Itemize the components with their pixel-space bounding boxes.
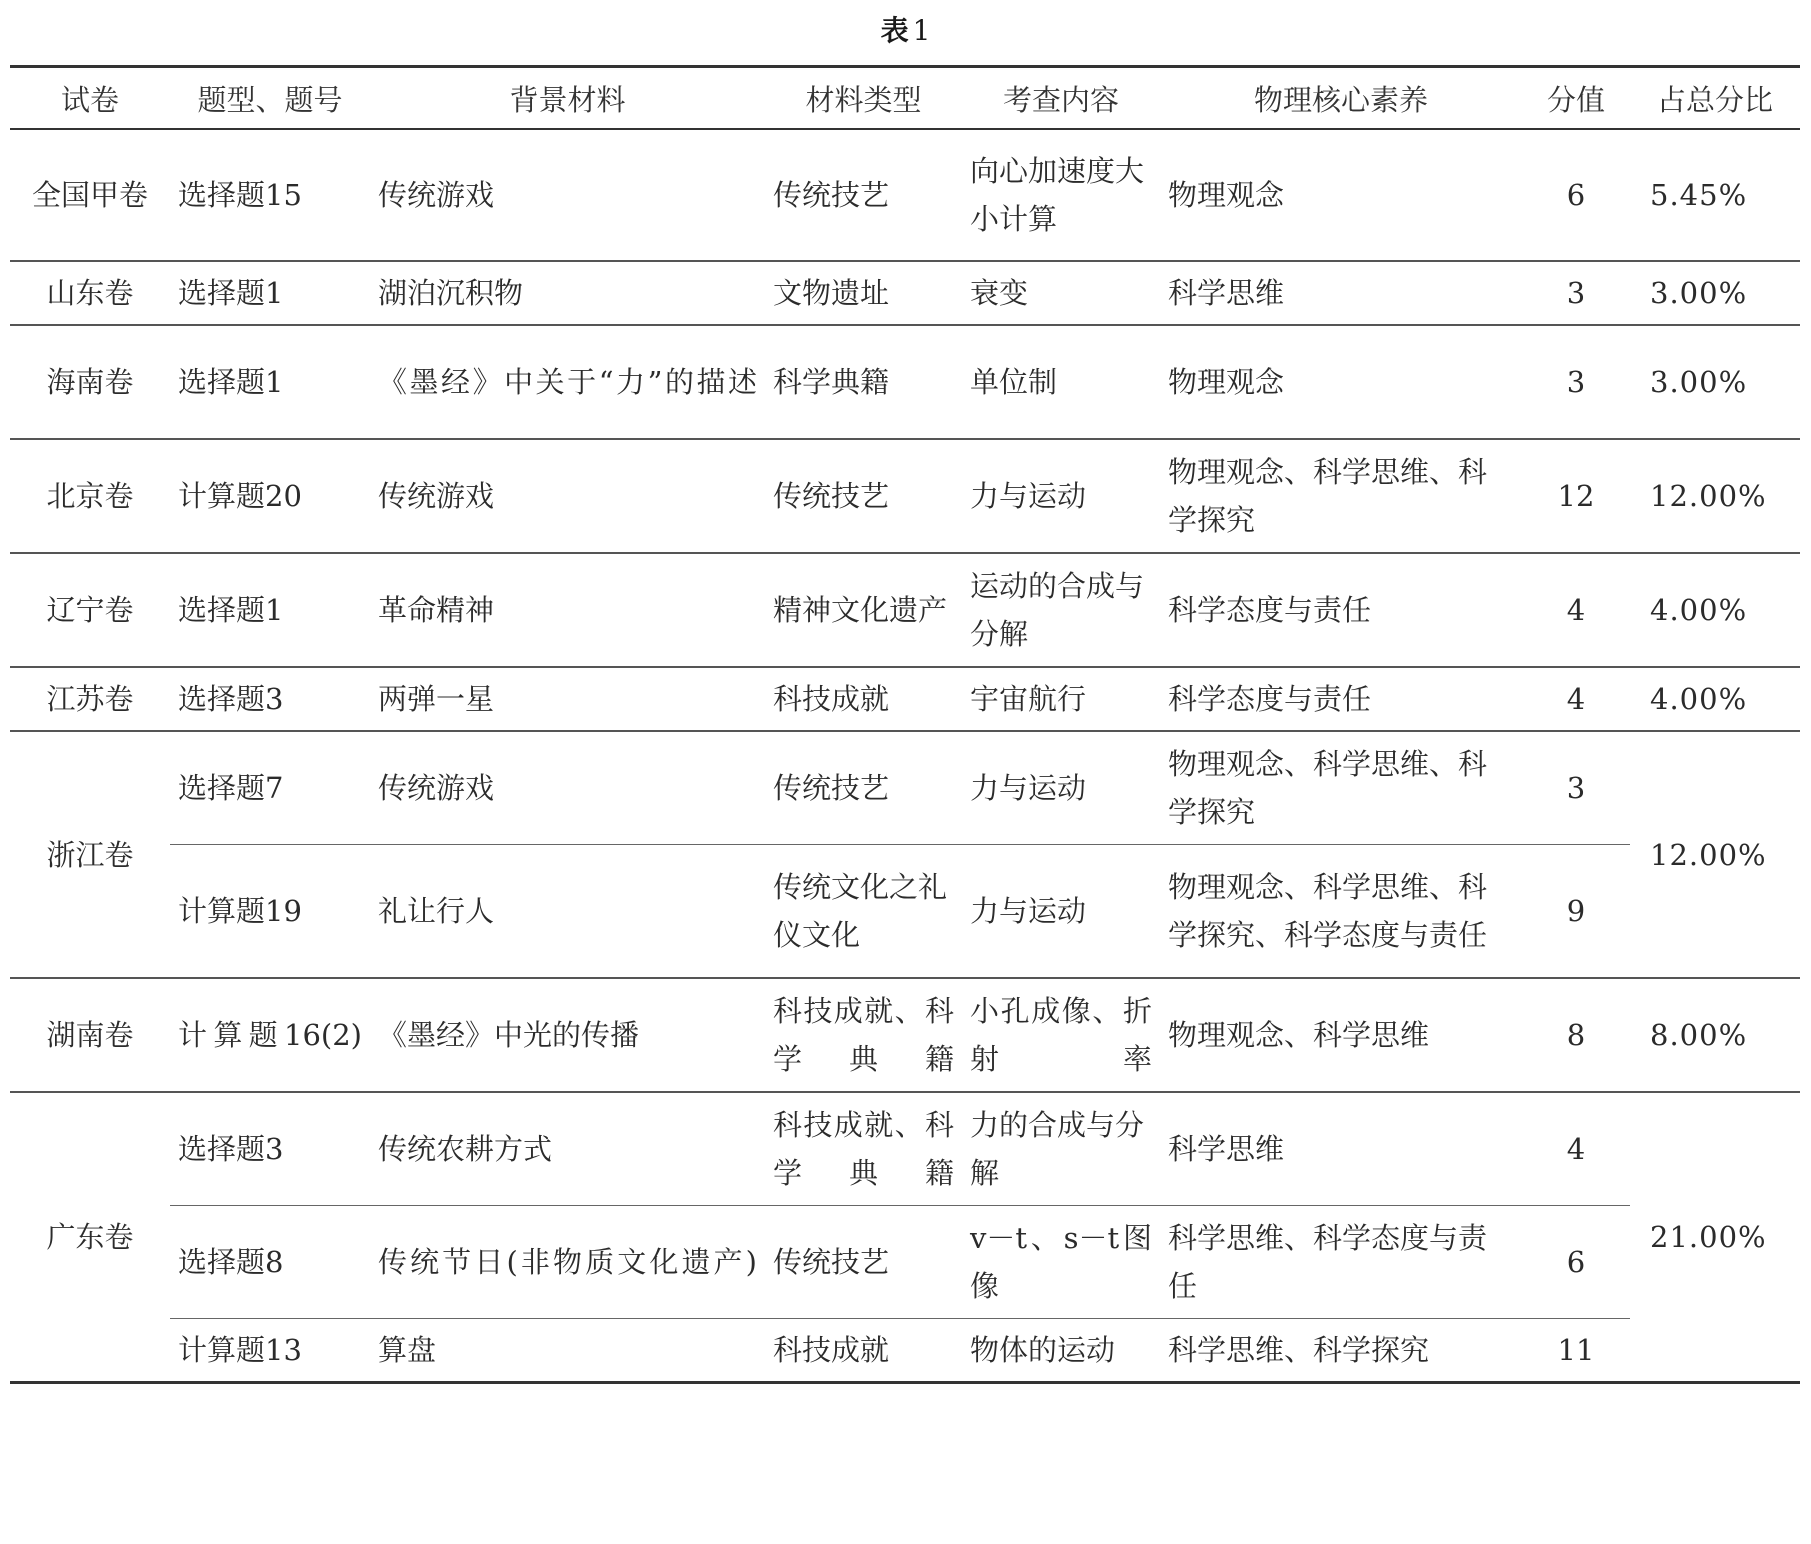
cell-content: 力与运动 — [962, 731, 1160, 845]
cell-literacy: 物理观念 — [1160, 325, 1522, 439]
cell-question: 选择题8 — [170, 1206, 370, 1319]
cell-literacy: 科学态度与责任 — [1160, 667, 1522, 731]
cell-literacy: 科学思维 — [1160, 261, 1522, 325]
table-row — [10, 325, 1800, 439]
table-row — [10, 731, 1800, 845]
cell-type: 科技成就、科学典籍 — [765, 1092, 962, 1206]
cell-literacy: 科学思维 — [1160, 1092, 1522, 1206]
cell-background: 传统节日(非物质文化遗产) — [370, 1206, 765, 1319]
cell-score: 6 — [1522, 129, 1630, 261]
header-ratio: 占总分比 — [1630, 67, 1800, 130]
table-row — [10, 553, 1800, 667]
cell-ratio: 21.00% — [1630, 1092, 1800, 1383]
cell-question: 计算题20 — [170, 439, 370, 553]
cell-type: 科技成就 — [765, 667, 962, 731]
cell-score: 4 — [1522, 1092, 1630, 1206]
cell-ratio: 12.00% — [1630, 731, 1800, 978]
cell-paper: 北京卷 — [10, 439, 170, 553]
cell-paper: 湖南卷 — [10, 978, 170, 1092]
cell-literacy: 物理观念、科学思维、科学探究 — [1160, 439, 1522, 553]
cell-literacy: 物理观念 — [1160, 129, 1522, 261]
cell-score: 3 — [1522, 261, 1630, 325]
cell-content: 向心加速度大小计算 — [962, 129, 1160, 261]
cell-score: 4 — [1522, 667, 1630, 731]
cell-content: v－t、s－t图像 — [962, 1206, 1160, 1319]
header-literacy: 物理核心素养 — [1160, 67, 1522, 130]
cell-score: 3 — [1522, 731, 1630, 845]
cell-background: 传统游戏 — [370, 731, 765, 845]
cell-score: 3 — [1522, 325, 1630, 439]
cell-question: 选择题15 — [170, 129, 370, 261]
cell-paper: 全国甲卷 — [10, 129, 170, 261]
cell-literacy: 科学思维、科学探究 — [1160, 1319, 1522, 1383]
cell-paper: 江苏卷 — [10, 667, 170, 731]
cell-background: 《墨经》中关于“力”的描述 — [370, 325, 765, 439]
exam-table — [10, 65, 1800, 1384]
cell-question: 选择题1 — [170, 261, 370, 325]
header-score: 分值 — [1522, 67, 1630, 130]
cell-paper: 广东卷 — [10, 1092, 170, 1383]
cell-content: 运动的合成与分解 — [962, 553, 1160, 667]
table-row — [10, 667, 1800, 731]
cell-content: 物体的运动 — [962, 1319, 1160, 1383]
table-row — [10, 129, 1800, 261]
cell-literacy: 科学思维、科学态度与责任 — [1160, 1206, 1522, 1319]
cell-type: 传统技艺 — [765, 439, 962, 553]
cell-score: 11 — [1522, 1319, 1630, 1383]
cell-type: 传统文化之礼仪文化 — [765, 845, 962, 979]
cell-question: 计算题16(2) — [170, 978, 370, 1092]
cell-literacy: 物理观念、科学思维 — [1160, 978, 1522, 1092]
table-row — [10, 1092, 1800, 1206]
cell-content: 衰变 — [962, 261, 1160, 325]
cell-question: 选择题3 — [170, 667, 370, 731]
cell-content: 力与运动 — [962, 845, 1160, 979]
table-row — [10, 261, 1800, 325]
cell-score: 8 — [1522, 978, 1630, 1092]
cell-background: 革命精神 — [370, 553, 765, 667]
table-row — [10, 439, 1800, 553]
cell-type: 科技成就、科学典籍 — [765, 978, 962, 1092]
cell-score: 4 — [1522, 553, 1630, 667]
cell-question: 选择题1 — [170, 553, 370, 667]
cell-ratio: 4.00% — [1630, 553, 1800, 667]
cell-content: 小孔成像、折射率 — [962, 978, 1160, 1092]
cell-paper: 山东卷 — [10, 261, 170, 325]
caption-number: 1 — [912, 14, 931, 47]
cell-question: 计算题19 — [170, 845, 370, 979]
header-content: 考查内容 — [962, 67, 1160, 130]
cell-type: 文物遗址 — [765, 261, 962, 325]
cell-background: 传统农耕方式 — [370, 1092, 765, 1206]
table-row — [10, 1206, 1800, 1319]
cell-content: 宇宙航行 — [962, 667, 1160, 731]
cell-ratio: 3.00% — [1630, 325, 1800, 439]
cell-score: 6 — [1522, 1206, 1630, 1319]
cell-ratio: 8.00% — [1630, 978, 1800, 1092]
cell-background: 《墨经》中光的传播 — [370, 978, 765, 1092]
header-question: 题型、题号 — [170, 67, 370, 130]
cell-background: 礼让行人 — [370, 845, 765, 979]
cell-background: 算盘 — [370, 1319, 765, 1383]
table-row — [10, 1319, 1800, 1383]
table-row — [10, 978, 1800, 1092]
header-type: 材料类型 — [765, 67, 962, 130]
cell-ratio: 12.00% — [1630, 439, 1800, 553]
cell-question: 选择题7 — [170, 731, 370, 845]
cell-type: 传统技艺 — [765, 129, 962, 261]
table-caption — [0, 12, 1811, 50]
cell-type: 精神文化遗产 — [765, 553, 962, 667]
table-row — [10, 845, 1800, 979]
header-background: 背景材料 — [370, 67, 765, 130]
cell-background: 两弹一星 — [370, 667, 765, 731]
cell-question: 选择题1 — [170, 325, 370, 439]
header-paper: 试卷 — [10, 67, 170, 130]
cell-background: 湖泊沉积物 — [370, 261, 765, 325]
cell-literacy: 科学态度与责任 — [1160, 553, 1522, 667]
cell-question: 选择题3 — [170, 1092, 370, 1206]
cell-ratio: 4.00% — [1630, 667, 1800, 731]
cell-content: 力的合成与分解 — [962, 1092, 1160, 1206]
cell-literacy: 物理观念、科学思维、科学探究 — [1160, 731, 1522, 845]
header-row — [10, 67, 1800, 130]
cell-background: 传统游戏 — [370, 439, 765, 553]
cell-score: 9 — [1522, 845, 1630, 979]
cell-paper: 辽宁卷 — [10, 553, 170, 667]
cell-score: 12 — [1522, 439, 1630, 553]
cell-ratio: 5.45% — [1630, 129, 1800, 261]
caption-label: 表 — [880, 14, 909, 47]
cell-ratio: 3.00% — [1630, 261, 1800, 325]
cell-paper: 海南卷 — [10, 325, 170, 439]
cell-paper: 浙江卷 — [10, 731, 170, 978]
cell-question: 计算题13 — [170, 1319, 370, 1383]
cell-type: 传统技艺 — [765, 1206, 962, 1319]
cell-content: 单位制 — [962, 325, 1160, 439]
cell-content: 力与运动 — [962, 439, 1160, 553]
cell-type: 科技成就 — [765, 1319, 962, 1383]
cell-background: 传统游戏 — [370, 129, 765, 261]
cell-type: 传统技艺 — [765, 731, 962, 845]
cell-type: 科学典籍 — [765, 325, 962, 439]
cell-literacy: 物理观念、科学思维、科学探究、科学态度与责任 — [1160, 845, 1522, 979]
